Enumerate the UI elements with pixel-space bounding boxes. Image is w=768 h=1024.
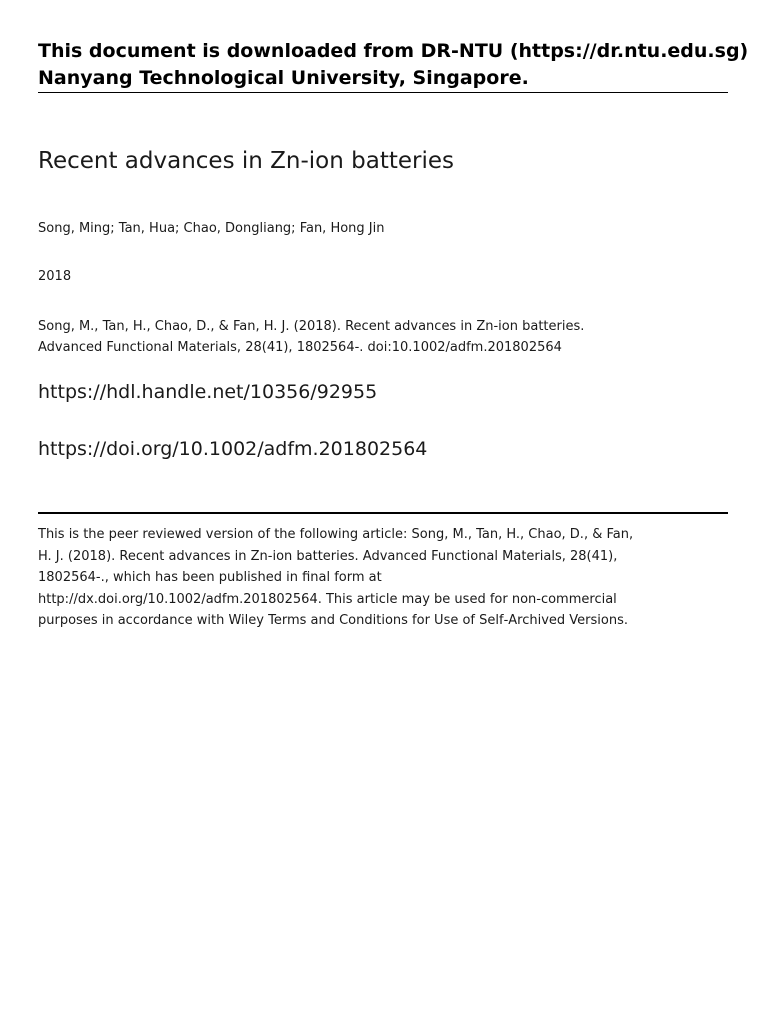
version-note — [38, 524, 698, 632]
repository-header — [38, 38, 749, 92]
version-note-line: H. J. (2018). Recent advances in Zn‑ion batteries. Advanced Functional Materials, 28(41), — [38, 548, 618, 564]
citation — [38, 316, 584, 358]
header-divider — [38, 92, 728, 93]
article-authors: Song, Ming; Tan, Hua; Chao, Dongliang; Fan, Hong Jin — [38, 221, 385, 236]
institution-name: Nanyang Technological University, Singapore. — [38, 67, 529, 89]
article-title: Recent advances in Zn‑ion batteries — [38, 148, 454, 174]
version-note-line: This is the peer reviewed version of the following article: Song, M., Tan, H., Chao, D., & Fan, — [38, 527, 634, 542]
section-divider — [38, 512, 728, 514]
version-note-line: purposes in accordance with Wiley Terms and Conditions for Use of Self‑Archived Versions. — [38, 613, 628, 628]
version-note-line: http://dx.doi.org/10.1002/adfm.201802564. This article may be used for non‑commercial — [38, 591, 617, 607]
citation-line: Song, M., Tan, H., Chao, D., & Fan, H. J. (2018). Recent advances in Zn‑ion batteries. — [38, 319, 585, 334]
handle-link[interactable]: https://hdl.handle.net/10356/92955 — [38, 381, 378, 403]
repository-notice: This document is downloaded from DR‑NTU (https://dr.ntu.edu.sg) — [38, 40, 749, 62]
citation-line: Advanced Functional Materials, 28(41), 1802564‑. doi:10.1002/adfm.201802564 — [38, 340, 562, 355]
doi-link[interactable]: https://doi.org/10.1002/adfm.201802564 — [38, 438, 428, 460]
publication-year: 2018 — [38, 269, 72, 284]
version-note-line: 1802564‑., which has been published in final form at — [38, 570, 382, 585]
